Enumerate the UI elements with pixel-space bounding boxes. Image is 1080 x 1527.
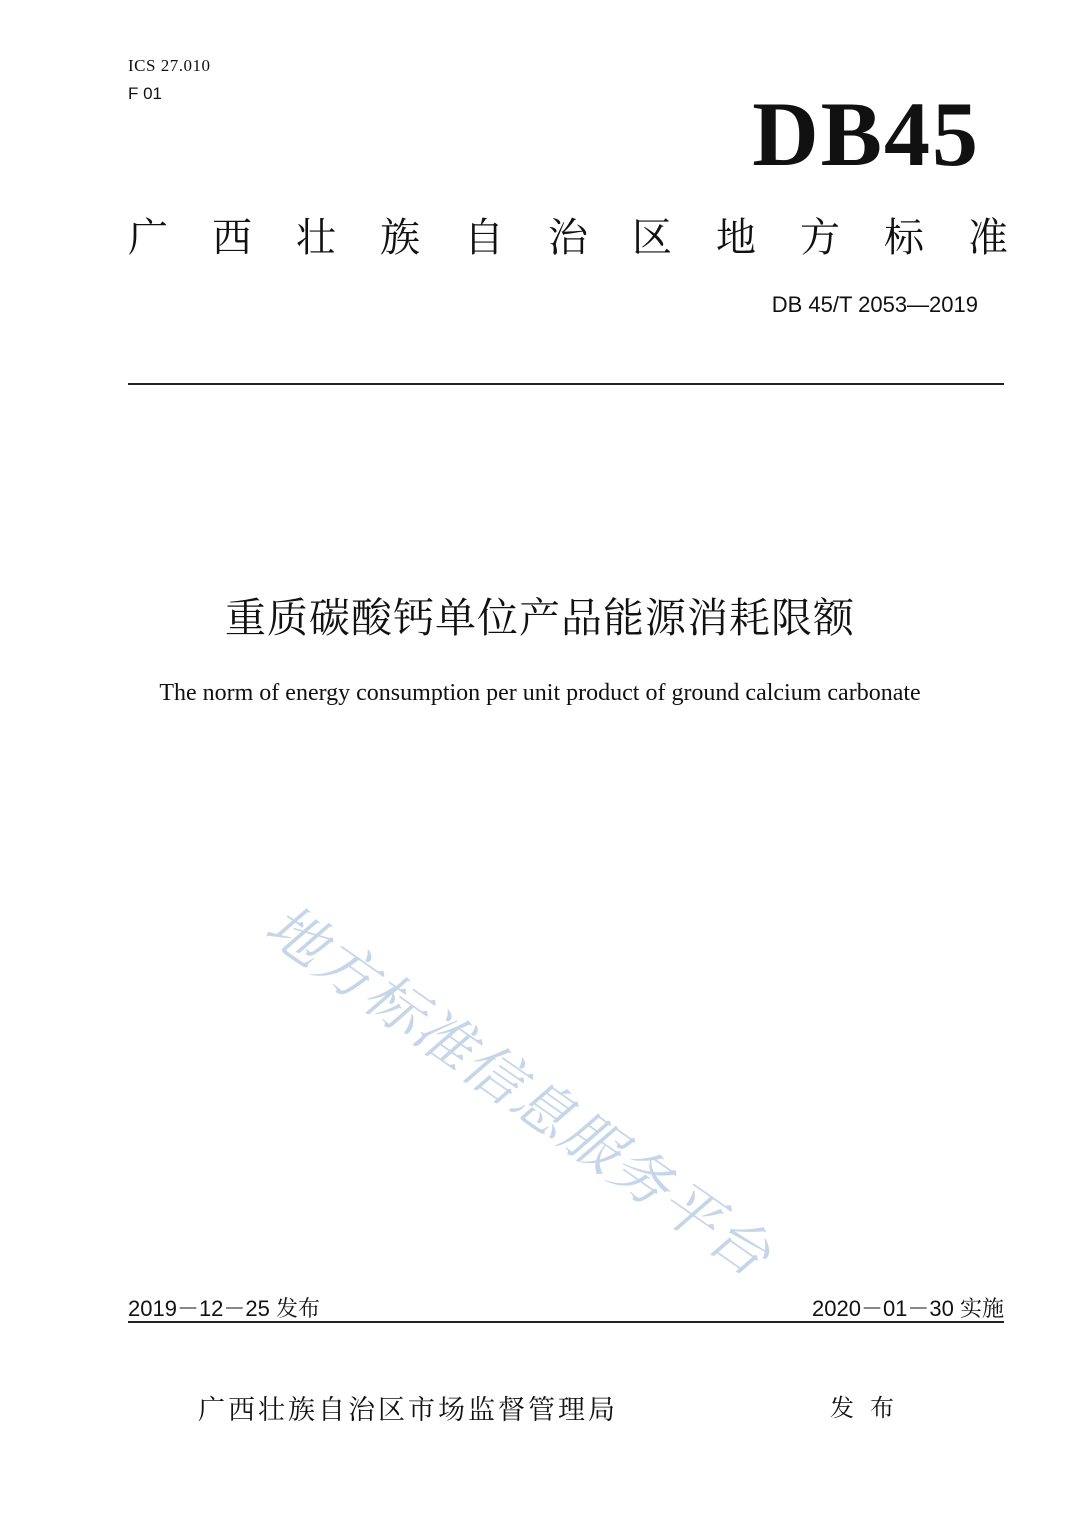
classification-code: F 01 bbox=[128, 84, 163, 103]
issuing-authority: 广西壮族自治区市场监督管理局 bbox=[198, 1395, 618, 1426]
watermark: 地方标准信息服务平台 bbox=[253, 890, 785, 1291]
implementation-date: 2020－01－30 实施 bbox=[812, 1296, 1004, 1321]
standard-type-char: 区 bbox=[632, 215, 672, 261]
standard-type-char: 族 bbox=[380, 215, 420, 261]
standard-type-char: 自 bbox=[464, 215, 504, 261]
publish-label: 发布 bbox=[830, 1394, 910, 1422]
top-divider bbox=[128, 383, 1004, 385]
ics-code: ICS 27.010 bbox=[128, 56, 211, 75]
db-logo: DB45 bbox=[752, 83, 980, 185]
standard-type-char: 治 bbox=[548, 215, 588, 261]
standard-type-char: 壮 bbox=[296, 215, 336, 261]
standard-type-char: 地 bbox=[716, 215, 756, 261]
standard-number: DB 45/T 2053—2019 bbox=[771, 292, 978, 317]
standard-type-heading bbox=[128, 210, 1008, 266]
standard-type-char: 西 bbox=[212, 215, 252, 261]
standard-type-char: 标 bbox=[884, 215, 924, 261]
issue-date: 2019－12－25 发布 bbox=[128, 1296, 320, 1321]
standard-type-char: 方 bbox=[800, 215, 840, 261]
bottom-divider bbox=[128, 1321, 1004, 1323]
standard-type-char: 准 bbox=[968, 215, 1008, 261]
standard-type-char: 广 bbox=[128, 215, 168, 261]
document-title-english: The norm of energy consumption per unit product of ground calcium carbonate bbox=[159, 680, 921, 706]
document-title-chinese: 重质碳酸钙单位产品能源消耗限额 bbox=[225, 594, 855, 642]
